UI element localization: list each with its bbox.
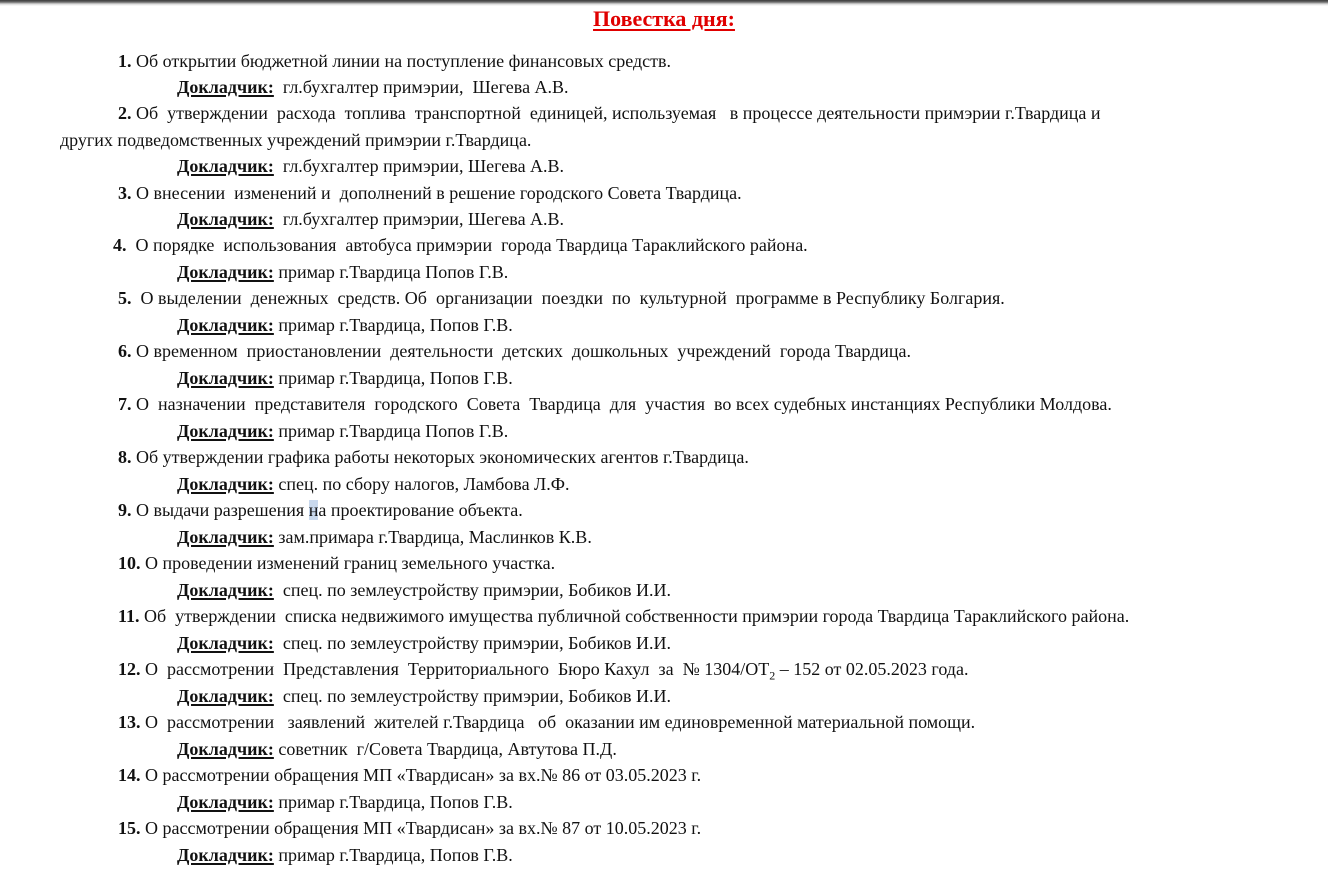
item-text: Об утверждении списка недвижимого имущества публичной собственности примэрии города Твардица Тараклийского района. <box>139 606 1130 626</box>
reporter-line-7 <box>177 418 508 444</box>
reporter-name: спец. по сбору налогов, Ламбова Л.Ф. <box>273 474 570 494</box>
reporter-line-4 <box>177 259 508 285</box>
subscript: 2 <box>769 668 776 683</box>
item-number: 3. <box>118 183 132 203</box>
item-number: 10. <box>118 553 141 573</box>
reporter-line-1 <box>177 74 569 100</box>
reporter-line-9 <box>177 524 592 550</box>
agenda-item-2 <box>118 100 1101 126</box>
reporter-line-12 <box>177 683 671 709</box>
text-selection-highlight[interactable]: н <box>308 500 319 520</box>
reporter-label: Докладчик: <box>177 580 274 600</box>
reporter-name: примар г.Твардица, Попов Г.В. <box>273 792 513 812</box>
reporter-line-11 <box>177 630 671 656</box>
item-text: О рассмотрении заявлений жителей г.Твардица об оказании им единовременной материальной помощи. <box>140 712 976 732</box>
reporter-line-15 <box>177 842 513 868</box>
reporter-label: Докладчик: <box>177 633 274 653</box>
item-text: О рассмотрении обращения МП «Твардисан» за вх.№ 86 от 03.05.2023 г. <box>140 765 702 785</box>
item-number: 12. <box>118 659 141 679</box>
reporter-label: Докладчик: <box>177 792 274 812</box>
item-number: 6. <box>118 341 132 361</box>
reporter-name: гл.бухгалтер примэрии, Шегева А.В. <box>273 77 569 97</box>
item-number: 4. <box>113 235 127 255</box>
reporter-name: примар г.Твардица, Попов Г.В. <box>273 315 513 335</box>
item-number: 15. <box>118 818 141 838</box>
reporter-name: спец. по землеустройству примэрии, Бобиков И.И. <box>273 633 672 653</box>
reporter-line-8 <box>177 471 570 497</box>
item-text: Об утверждении расхода топлива транспортной единицей, используемая в процессе деятельности примэрии г.Твардица и <box>131 103 1101 123</box>
reporter-name: зам.примара г.Твардица, Маслинков К.В. <box>273 527 592 547</box>
reporter-name: примар г.Твардица, Попов Г.В. <box>273 845 513 865</box>
item-number: 9. <box>118 500 132 520</box>
item-text: О порядке использования автобуса примэрии города Твардица Тараклийского района. <box>126 235 808 255</box>
reporter-label: Докладчик: <box>177 421 274 441</box>
reporter-name: спец. по землеустройству примэрии, Бобиков И.И. <box>273 686 672 706</box>
agenda-item-13 <box>118 709 975 735</box>
item-text-after: – 152 от 02.05.2023 года. <box>775 659 969 679</box>
item-number: 5. <box>118 288 132 308</box>
reporter-line-14 <box>177 789 513 815</box>
agenda-item-4 <box>113 232 808 258</box>
item-text-continued: других подведомственных учреждений примэрии г.Твардица. <box>60 130 532 150</box>
agenda-item-3 <box>118 180 742 206</box>
item-number: 11. <box>118 606 140 626</box>
page-title <box>0 4 1328 34</box>
reporter-name: примар г.Твардица Попов Г.В. <box>273 421 509 441</box>
reporter-label: Докладчик: <box>177 156 274 176</box>
agenda-item-1 <box>118 48 671 74</box>
reporter-name: примар г.Твардица, Попов Г.В. <box>273 368 513 388</box>
agenda-item-11 <box>118 603 1129 629</box>
reporter-label: Докладчик: <box>177 262 274 282</box>
reporter-label: Докладчик: <box>177 368 274 388</box>
item-number: 13. <box>118 712 141 732</box>
reporter-label: Докладчик: <box>177 739 274 759</box>
item-text-before: О рассмотрении Представления Территориального Бюро Кахул за № 1304/ОТ <box>140 659 770 679</box>
agenda-item-14 <box>118 762 701 788</box>
reporter-name: примар г.Твардица Попов Г.В. <box>273 262 509 282</box>
item-text: О рассмотрении обращения МП «Твардисан» за вх.№ 87 от 10.05.2023 г. <box>140 818 702 838</box>
item-number: 14. <box>118 765 141 785</box>
reporter-name: гл.бухгалтер примэрии, Шегева А.В. <box>273 156 565 176</box>
reporter-label: Докладчик: <box>177 845 274 865</box>
agenda-item-9 <box>118 497 523 523</box>
item-text: О назначении представителя городского Совета Твардица для участия во всех судебных инстанциях Республики Молдова. <box>131 394 1112 414</box>
item-text: О проведении изменений границ земельного участка. <box>140 553 556 573</box>
reporter-label: Докладчик: <box>177 474 274 494</box>
reporter-label: Докладчик: <box>177 209 274 229</box>
agenda-item-5 <box>118 285 1005 311</box>
item-number: 2. <box>118 103 132 123</box>
agenda-item-6 <box>118 338 911 364</box>
reporter-line-2 <box>177 153 564 179</box>
item-text: Об утверждении графика работы некоторых экономических агентов г.Твардица. <box>131 447 749 467</box>
item-text: О временном приостановлении деятельности детских дошкольных учреждений города Твардица. <box>131 341 912 361</box>
agenda-item-2-continued <box>60 127 531 153</box>
agenda-item-10 <box>118 550 555 576</box>
reporter-line-13 <box>177 736 617 762</box>
item-text: О выделении денежных средств. Об организации поездки по культурной программе в Республику Болгария. <box>131 288 1005 308</box>
reporter-label: Докладчик: <box>177 686 274 706</box>
agenda-item-7 <box>118 391 1112 417</box>
reporter-name: спец. по землеустройству примэрии, Бобиков И.И. <box>273 580 672 600</box>
item-text: О внесении изменений и дополнений в решение городского Совета Твардица. <box>131 183 742 203</box>
reporter-label: Докладчик: <box>177 527 274 547</box>
reporter-label: Докладчик: <box>177 315 274 335</box>
agenda-item-8 <box>118 444 749 470</box>
item-number: 1. <box>118 51 132 71</box>
reporter-name: гл.бухгалтер примэрии, Шегева А.В. <box>273 209 565 229</box>
item-text-before: О выдачи разрешения <box>131 500 309 520</box>
reporter-line-5 <box>177 312 513 338</box>
item-number: 7. <box>118 394 132 414</box>
reporter-line-3 <box>177 206 564 232</box>
agenda-item-15 <box>118 815 701 841</box>
reporter-label: Докладчик: <box>177 77 274 97</box>
reporter-line-6 <box>177 365 513 391</box>
item-text: Об открытии бюджетной линии на поступление финансовых средств. <box>131 51 672 71</box>
reporter-name: советник г/Совета Твардица, Автутова П.Д. <box>273 739 617 759</box>
reporter-line-10 <box>177 577 671 603</box>
page-title-text: Повестка дня: <box>593 6 735 31</box>
item-number: 8. <box>118 447 132 467</box>
item-text-after: а проектирование объекта. <box>318 500 523 520</box>
